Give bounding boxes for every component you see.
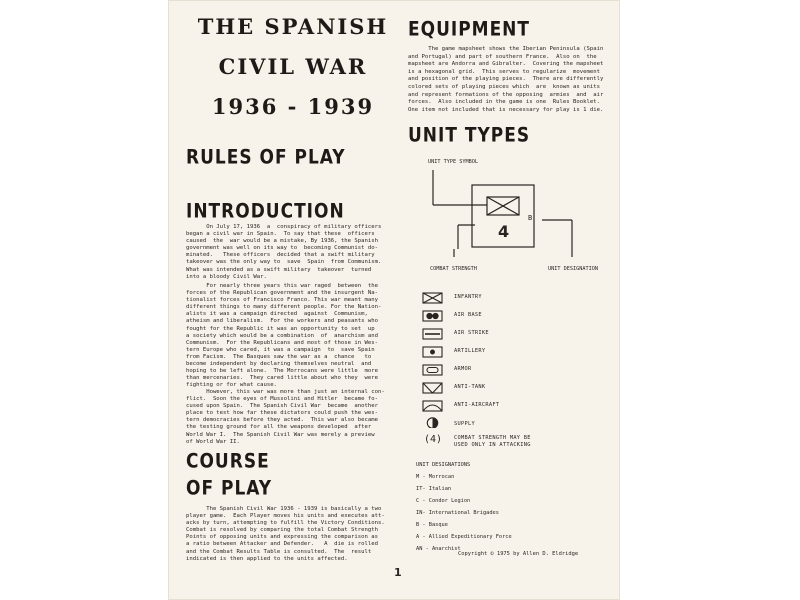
combat-strength-value: 4 — [498, 222, 510, 241]
rules-of-play-heading: RULES OF PLAY — [186, 146, 346, 169]
anti-aircraft-icon — [423, 401, 442, 411]
unit-legend-symbols — [422, 292, 444, 428]
course-heading-line-1: COURSE — [186, 450, 270, 473]
designation-value: B — [528, 214, 533, 222]
unit-type-symbol-label: UNIT TYPE SYMBOL — [428, 159, 478, 165]
legend-label-supply: SUPPLY — [454, 421, 475, 427]
unit-types-heading: UNIT TYPES — [408, 124, 531, 147]
unit-designations-heading: UNIT DESIGNATIONS — [416, 462, 471, 468]
unit-designation-label: UNIT DESIGNATION — [548, 266, 598, 272]
course-heading-line-2: OF PLAY — [186, 477, 273, 500]
title-line-1: THE SPANISH — [197, 14, 389, 39]
title-line-3: 1936 - 1939 — [211, 94, 375, 119]
designation-item: A - Allied Expeditionary Force — [416, 534, 512, 540]
armor-icon — [423, 365, 442, 375]
legend-label-air-strike: AIR STRIKE — [454, 330, 489, 336]
designation-item: IN- International Brigades — [416, 510, 499, 516]
legend-label-anti-tank: ANTI-TANK — [454, 384, 486, 390]
anti-tank-icon — [423, 383, 442, 393]
unit-counter-diagram — [430, 165, 580, 265]
introduction-heading: INTRODUCTION — [186, 200, 345, 223]
designation-item: B - Basque — [416, 522, 448, 528]
page-number: 1 — [394, 566, 402, 579]
equipment-heading: EQUIPMENT — [408, 18, 531, 41]
attack-only-note-line-1: COMBAT STRENGTH MAY BE — [454, 435, 531, 441]
designation-item: M - Morrocan — [416, 474, 455, 480]
air-strike-icon — [423, 329, 442, 339]
designation-item: AN - Anarchist — [416, 546, 461, 552]
introduction-paragraph-3: However, this war was more than just an internal con- flict. Soon the eyes of Mussolini and Hitler became fo- cused upon Spain. The Spanish Civil War became another place to test how far these dictators could push the wes- tern democracies before they acted. This war also became the testing ground for all the weapons developed after World War I. The Spanish Civil War was merely a preview of World War II. — [186, 389, 385, 445]
designation-item: IT- Italian — [416, 486, 452, 492]
combat-strength-label: COMBAT STRENGTH — [430, 266, 477, 272]
legend-label-air-base: AIR BASE — [454, 312, 482, 318]
supply-icon — [427, 418, 437, 428]
title-line-2: CIVIL WAR — [218, 54, 368, 79]
introduction-paragraph-2: For nearly three years this war raged between the forces of the Republican government and the insurgent Na- tionalist forces of Francisco Franco. This war meant many different things to many different people. For the Nation- alists it was a campaign directed against Communism, atheism and liberalism. For the workers and peasants who fought for the Republic it was an opportunity to set up a society which would be a combination of anarchism and Communism. For the Republicans and most of those in Wes- tern Europe who cared, it was a campaign to save Spain from Facism. The Basques saw the war as a chance to become independent by declaring themselves neutral and hoping to be left alone. The Morrocans were little more than mercenaries. They cared little about who they were fighting or for what cause. — [186, 283, 382, 389]
legend-label-artillery: ARTILLERY — [454, 348, 486, 354]
legend-label-armor: ARMOR — [454, 366, 472, 372]
introduction-paragraph-1: On July 17, 1936 a conspiracy of military officers began a civil war in Spain. To say that these officers caused the war would be a mistake, By 1936, the Spanish government was well on its way to becoming Communist do- minated. These officers decided that a swift military takeover was the only way to save Spain from Communism. What was intended as a swift military takeover turned into a bloody Civil War. — [186, 224, 382, 280]
copyright-notice: Copyright © 1975 by Allen D. Eldridge — [458, 551, 579, 557]
attack-only-note-line-2: USED ONLY IN ATTACKING — [454, 442, 531, 448]
legend-label-anti-aircraft: ANTI-AIRCRAFT — [454, 402, 500, 408]
artillery-icon — [423, 347, 442, 357]
air-base-icon — [423, 311, 442, 321]
infantry-icon — [423, 293, 442, 303]
designation-item: C - Condor Legion — [416, 498, 471, 504]
legend-label-infantry: INFANTRY — [454, 294, 482, 300]
course-of-play-text: The Spanish Civil War 1936 - 1939 is basically a two player game. Each Player moves his units and executes att- acks by turn, attempting to fulfill the Victory Conditions. Combat is resolved by comparing the total Combat Strength Points of opposing units and expressing the comparison as a ratio between Attacker and Defender. A die is rolled and the Combat Results Table is consulted. The result indicated is then applied to the units affected. — [186, 506, 385, 562]
attack-only-strength-symbol: (4) — [424, 434, 443, 445]
equipment-text: The game mapsheet shows the Iberian Peninsula (Spain and Portugal) and part of southern France. Also on the mapsheet are Andorra and Gibralter. Covering the mapsheet is a hexagonal grid. This serves to regularize movement and position of the playing pieces. There are differently colored sets of playing pieces which are known as units and represent formations of the opposing armies and air forces. Also included in the game is one Rules Booklet. One item not included that is necessary for play is 1 die. — [408, 46, 604, 113]
